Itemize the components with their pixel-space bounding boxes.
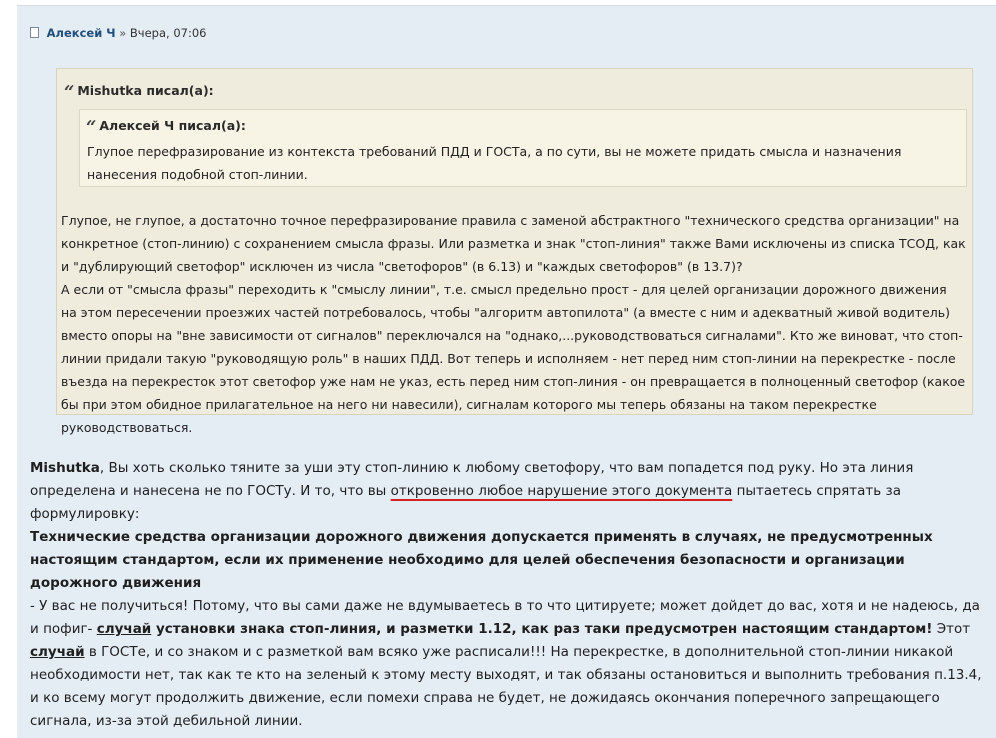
- outer-quote-title: [64, 82, 214, 103]
- emphasis-case-2: случай: [30, 644, 85, 660]
- reply-body: [30, 457, 990, 733]
- reply-text: - У вас не получиться! Потому, что вы сами даже не вдумываетесь в то что цитируете; может дойдет до вас, хотя и не надеюсь, да и пофиг-: [30, 598, 980, 637]
- outer-quote: [56, 68, 973, 435]
- post-document-icon[interactable]: [30, 27, 39, 38]
- outer-quote-paragraph-2: А если от "смысла фразы" переходить к "смыслу линии", т.е. смысл предельно прост - для целей организации дорожного движения на этом пересечении проезжих частей потребовалось, чтобы "алгоритм автопилота" (а вместе с ним и адекватный живой водитель) вместо опоры на "вне зависимости от сигналов" переключался на "однако,...руководствоваться сигналами". Кто же виноват, что стоп-линии придали такую "руководящую роль" в наших ПДД. Вот теперь и исполняем - нет перед ним стоп-линии на перекрестке - после въезда на перекресток этот светофор уже нам не указ, есть перед ним стоп-линия - он превращается в полноценный светофор (какое бы при этом обидное прилагательное на него ни навесили), сигналам которого мы теперь обязаны на таком перекрестке руководствоваться.: [61, 282, 966, 435]
- addressed-username: Mishutka: [30, 460, 100, 476]
- forum-post: [17, 5, 996, 738]
- quote-mark-icon: “: [86, 117, 97, 138]
- inner-quote-title: [86, 117, 246, 138]
- outer-quote-body: [61, 209, 966, 439]
- header-separator: »: [119, 26, 127, 40]
- post-author-link[interactable]: Алексей Ч: [46, 26, 116, 40]
- reply-text: , Вы хоть сколько тяните за уши эту стоп-линию к любому светофору, что вам попадется под руку. Но эта линия определена и нанесена не по ГОСТу. И то, что вы: [30, 460, 914, 499]
- reply-bold-text: установки знака стоп-линия, и разметки 1.12, как раз таки предусмотрен настоящим стандартом!: [151, 621, 933, 637]
- outer-quote-paragraph-1: Глупое, не глупое, а достаточно точное перефразирование правила с заменой абстрактного "технического средства организации" на конкретное (стоп-линию) с сохранением смысла фразы. Или разметка и знак "стоп-линия" также Вами исключены из списка ТСОД, как и "дублирующий светофор" исключен из числа "светофоров" (в 6.13) и "каждых светофоров" (в 13.7)?: [61, 213, 966, 274]
- post-header: [30, 26, 206, 40]
- quote-mark-icon: “: [64, 82, 75, 103]
- inner-quote: [79, 109, 967, 187]
- reply-paragraph-1: [30, 457, 990, 526]
- reply-text: пытаетесь спрятать за формулировку:: [30, 483, 901, 522]
- inner-quote-text: Глупое перефразирование из контекста требований ПДД и ГОСТа, а по сути, вы не можете придать смысла и назначения нанесения подобной стоп-линии.: [87, 144, 902, 182]
- inner-quote-title-text: Алексей Ч писал(а):: [99, 118, 246, 133]
- reply-text: в ГОСТе, и со знаком и с разметкой вам всяко уже расписали!!! На перекрестке, в дополнительной стоп-линии никакой необходимости нет, так как те кто на зеленый к этому месту выходят, и так обязаны остановиться и выполнить требования п.13.4, и ко всему могут продолжить движение, если помехи справа не будет, не дожидаясь окончания поперечного запрещающего сигнала, из-за этой дебильной линии.: [30, 644, 982, 729]
- reply-quoted-standard: Технические средства организации дорожного движения допускается применять в случаях, не предусмотренных настоящим стандартом, если их применение необходимо для целей обеспечения безопасности и организации дорожного движения: [30, 529, 933, 591]
- outer-quote-title-text: Mishutka писал(а):: [77, 83, 214, 98]
- reply-text: Этот: [932, 621, 971, 637]
- reply-paragraph-3: [30, 595, 990, 733]
- emphasis-case-1: случай: [96, 621, 152, 637]
- red-underlined-phrase: откровенно любое нарушение этого документа: [390, 483, 733, 499]
- post-time: Вчера, 07:06: [129, 26, 207, 40]
